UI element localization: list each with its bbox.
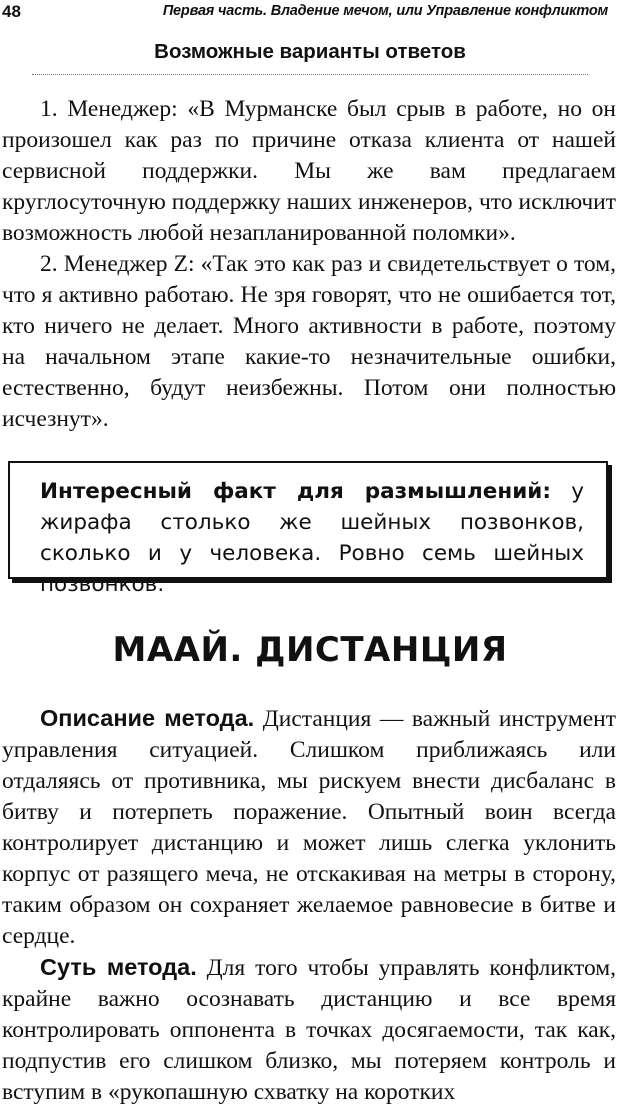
method-description-paragraph	[2, 703, 616, 952]
method-title: МААЙ. ДИСТАНЦИЯ	[112, 630, 508, 670]
description-text: Дистанция — важный инструмент управления ситуацией. Слишком приближаясь или отдаляясь от противника, мы рискуем внести дисбаланс в битву и потерпеть поражение. Опытный воин всегда контролирует дистанцию и может лишь слегка уклонить корпус от разящего меча, не отскакивая на метры в сторону, таким образом он сохраняет желаемое равновесие в битве и сердце.	[2, 706, 616, 949]
answer-paragraph-2: 2. Менеджер Z: «Так это как раз и свидетельствует о том, что я активно работаю. Не зря говорят, что не ошибается тот, кто ничего не делает. Много активности в работе, поэтому на начальном этапе какие-то незначительные ошибки, естественно, будут неизбежны. Потом они полностью исчезнут».	[2, 251, 616, 432]
running-head: Первая часть. Владение мечом, или Управление конфликтом	[162, 3, 608, 19]
fact-text: у жирафа столько же шейных позвонков, сколько и у человека. Ровно семь шейных позвонков.	[40, 479, 584, 597]
answers-body	[2, 94, 616, 435]
title-divider	[32, 74, 588, 75]
method-essence-paragraph	[2, 952, 616, 1108]
essence-text: Для того чтобы управлять конфликтом, крайне важно осознавать дистанцию и все время контролировать оппонента в точках досягаемости, так как, подпустив его слишком близко, мы потеряем контроль и вступим в «рукопашную схватку на коротких	[2, 955, 617, 1105]
interesting-fact-box	[8, 461, 608, 597]
fact-label: Интересный факт для размышлений:	[40, 479, 551, 504]
answer-paragraph-1: 1. Менеджер: «В Мурманске был срыв в работе, но он произошел как раз по причине отказа клиента от нашей сервисной поддержки. Мы же вам предлагаем круглосуточную поддержку наших инженеров, что исключит возможность любой незапланированной поломки».	[2, 96, 616, 246]
description-label: Описание метода.	[40, 705, 255, 731]
essence-label: Суть метода.	[40, 954, 197, 980]
answers-section-title: Возможные варианты ответов	[154, 40, 466, 63]
page-number: 48	[2, 2, 21, 21]
method-body	[2, 703, 616, 1108]
page-header	[0, 0, 620, 22]
